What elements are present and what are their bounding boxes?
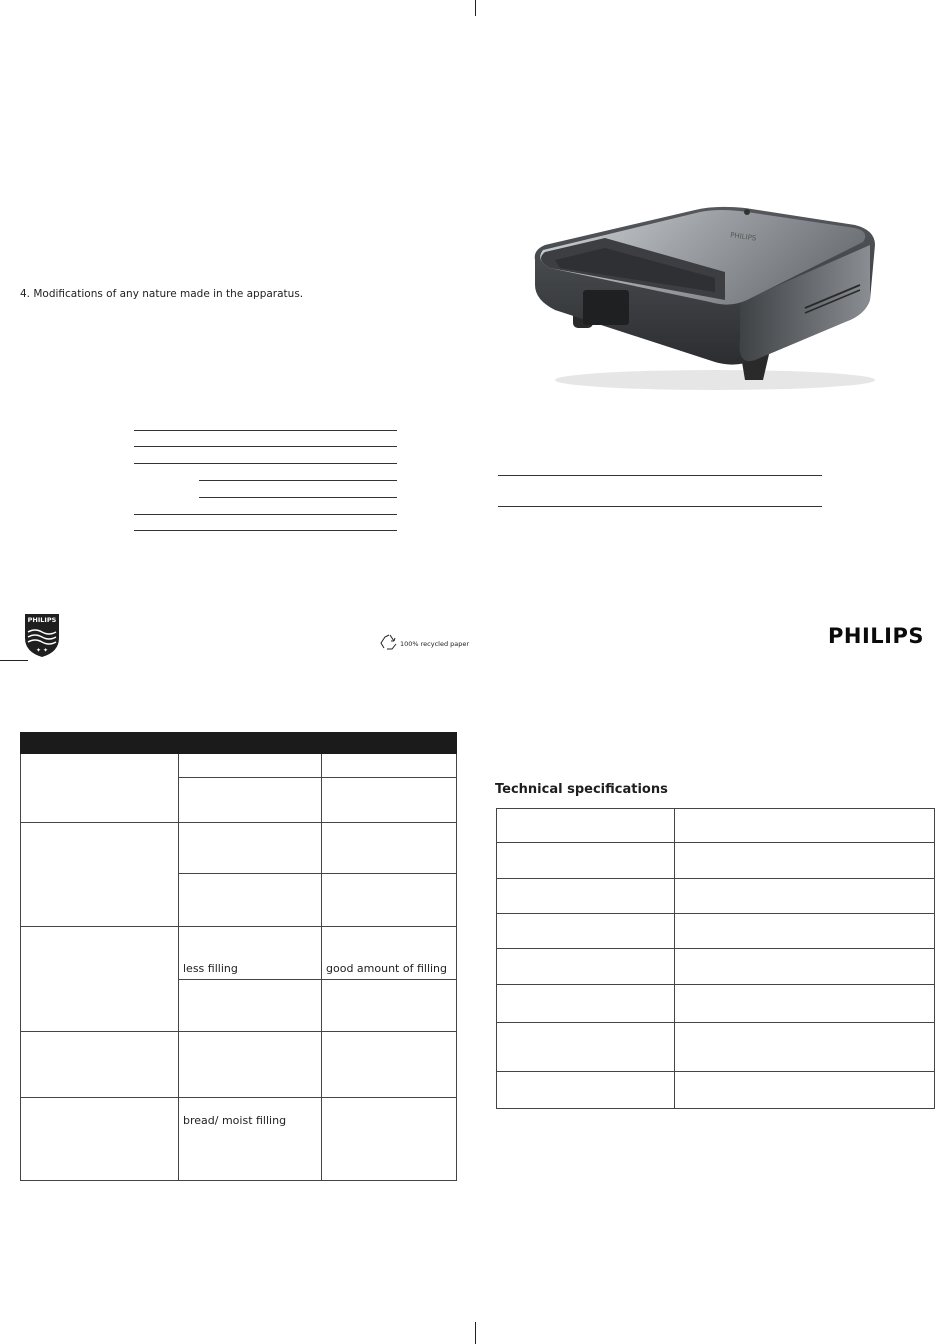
table-cell <box>497 843 675 879</box>
table-cell <box>179 823 322 874</box>
sandwich-maker-image <box>525 190 895 400</box>
table-cell <box>675 1023 935 1072</box>
table-cell <box>179 1032 322 1098</box>
table-row <box>497 809 935 843</box>
table-header-cell <box>21 733 179 754</box>
svg-text:✦ ✦: ✦ ✦ <box>36 647 48 654</box>
table-cell <box>675 879 935 914</box>
table-row <box>497 914 935 949</box>
recycle-icon <box>380 633 400 651</box>
table-cell <box>675 914 935 949</box>
table-cell <box>21 1098 179 1181</box>
less-filling-text: less filling <box>183 962 238 975</box>
table-row <box>497 985 935 1023</box>
table-cell <box>322 927 457 980</box>
table-cell <box>497 1023 675 1072</box>
table-cell <box>322 823 457 874</box>
table-cell <box>21 754 179 823</box>
table-cell <box>497 914 675 949</box>
table-cell <box>675 1072 935 1109</box>
table-cell <box>497 949 675 985</box>
table-row <box>21 823 457 874</box>
table-cell <box>179 778 322 823</box>
table-cell <box>675 949 935 985</box>
table-cell <box>179 874 322 927</box>
table-cell <box>675 809 935 843</box>
table-cell <box>322 778 457 823</box>
spec-table <box>496 808 935 1109</box>
table-header-row <box>21 733 457 754</box>
table-row <box>21 1098 457 1181</box>
table-cell <box>179 980 322 1032</box>
table-row <box>21 1032 457 1098</box>
table-cell <box>21 927 179 1032</box>
table-cell <box>497 879 675 914</box>
troubleshooting-table <box>20 732 457 1181</box>
table-cell <box>322 754 457 778</box>
moist-filling-text: bread/ moist filling <box>183 1114 287 1127</box>
crop-mark-bottom <box>475 1322 476 1344</box>
svg-text:PHILIPS: PHILIPS <box>729 231 757 243</box>
table-row <box>21 754 457 778</box>
table-cell <box>497 1072 675 1109</box>
crop-mark-left <box>0 660 28 661</box>
crop-mark-top <box>475 0 476 16</box>
spec-heading: Technical specifications <box>495 782 668 797</box>
table-row <box>497 879 935 914</box>
table-cell <box>322 980 457 1032</box>
table-cell <box>322 874 457 927</box>
good-amount-text: good amount of filling <box>326 962 448 975</box>
modification-note: 4. Modifications of any nature made in the apparatus. <box>20 288 304 300</box>
table-cell <box>675 843 935 879</box>
table-header-cell <box>322 733 457 754</box>
table-row <box>21 927 457 980</box>
philips-wordmark: PHILIPS <box>828 624 924 648</box>
table-cell <box>497 809 675 843</box>
table-row <box>497 1023 935 1072</box>
table-cell <box>21 823 179 927</box>
table-cell <box>179 1098 322 1181</box>
table-row <box>497 1072 935 1109</box>
table-row <box>497 949 935 985</box>
table-cell <box>322 1032 457 1098</box>
table-header-cell <box>179 733 322 754</box>
table-cell <box>322 1098 457 1181</box>
table-cell <box>497 985 675 1023</box>
table-cell <box>179 927 322 980</box>
table-row <box>497 843 935 879</box>
table-cell <box>21 1032 179 1098</box>
table-cell <box>179 754 322 778</box>
recycled-paper-label: 100% recycled paper <box>400 640 470 648</box>
shield-label: PHILIPS <box>27 616 57 624</box>
table-cell <box>675 985 935 1023</box>
